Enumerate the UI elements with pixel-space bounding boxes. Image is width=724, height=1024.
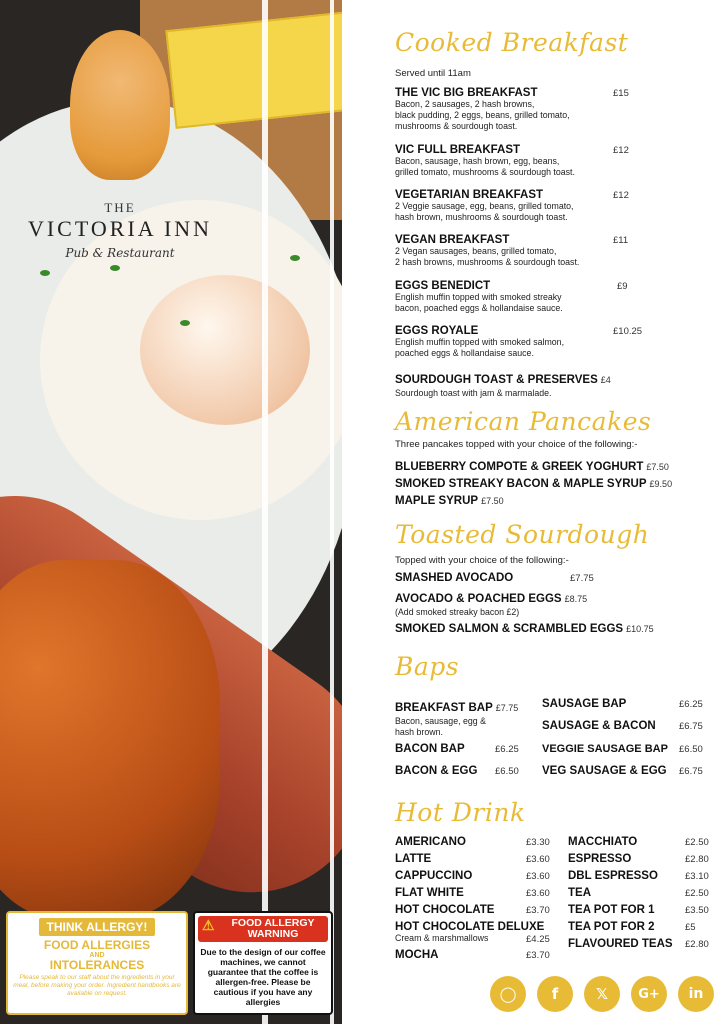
- item-price: £3.70: [526, 950, 550, 961]
- item-name: TEA: [568, 887, 591, 899]
- item-desc: 2 hash browns, mushrooms & sourdough toast.: [395, 257, 580, 267]
- logo-subtitle: Pub & Restaurant: [65, 246, 175, 260]
- item-name: TEA POT FOR 2: [568, 921, 655, 933]
- social-links: [490, 976, 714, 1012]
- item-name: BLUEBERRY COMPOTE & GREEK YOGHURT: [395, 461, 644, 473]
- item-desc: bacon, poached eggs & hollandaise sauce.: [395, 303, 563, 313]
- menu-item: [568, 921, 718, 933]
- item-price: £7.50: [481, 496, 504, 506]
- warning-banner: [198, 916, 328, 942]
- menu-item: [568, 853, 718, 865]
- item-desc: English muffin topped with smoked streaky: [395, 292, 562, 302]
- warning-title2: WARNING: [247, 928, 299, 940]
- item-desc: hash brown, mushrooms & sourdough toast.: [395, 212, 568, 222]
- item-price: £6.75: [679, 721, 703, 732]
- warning-triangle-icon: ⚠: [202, 917, 215, 933]
- allergy-header: THINK ALLERGY!: [39, 918, 156, 936]
- menu-item: [568, 870, 718, 882]
- menu-item: [395, 743, 535, 755]
- item-price: £4: [600, 375, 611, 385]
- item-price: £6.50: [495, 766, 519, 777]
- herb-garnish: [40, 270, 50, 276]
- allergy-small-text: Please speak to our staff about the ingredients in your meal, before making your order. Ingredient handbooks are available on request.: [13, 974, 181, 997]
- item-price: £7.75: [570, 573, 594, 584]
- menu-item: [395, 765, 535, 777]
- item-price: £10.25: [613, 326, 643, 337]
- item-name: EGGS ROYALE: [395, 325, 479, 337]
- egg-yolk-image: [140, 275, 310, 425]
- item-name: ESPRESSO: [568, 853, 632, 865]
- item-price: £15: [613, 88, 629, 99]
- menu-item: [568, 887, 718, 899]
- item-desc: Bacon, sausage, hash brown, egg, beans,: [395, 156, 560, 166]
- item-name: TEA POT FOR 1: [568, 904, 655, 916]
- item-price: £12: [613, 190, 629, 201]
- item-name: SAUSAGE & BACON: [542, 720, 656, 732]
- warning-title1: FOOD ALLERGY: [231, 917, 315, 929]
- herb-garnish: [180, 320, 190, 326]
- item-price: £6.25: [495, 744, 519, 755]
- sourdough-note: Topped with your choice of the following:-: [395, 555, 569, 566]
- menu-item: [395, 698, 535, 738]
- item-price: £8.75: [564, 594, 588, 604]
- item-desc: 2 Veggie sausage, egg, beans, grilled tomato,: [395, 201, 574, 211]
- item-price: £5: [685, 922, 696, 933]
- item-price: £2.50: [685, 837, 709, 848]
- menu-item: [542, 743, 712, 755]
- menu-item: [542, 698, 712, 710]
- facebook-icon[interactable]: f: [537, 976, 573, 1012]
- menu-item: [395, 572, 715, 584]
- item-price: £3.60: [526, 854, 550, 865]
- menu-item: [395, 904, 555, 916]
- item-name: VEGGIE SAUSAGE BAP: [542, 743, 668, 755]
- item-price: £3.30: [526, 837, 550, 848]
- item-name: HOT CHOCOLATE: [395, 904, 495, 916]
- brush-streak: [330, 0, 334, 1024]
- section-title-cooked: Cooked Breakfast: [395, 28, 629, 57]
- menu-item: [395, 474, 715, 492]
- item-price: £11: [613, 235, 629, 246]
- item-price: £6.75: [679, 766, 703, 777]
- item-desc: 2 Vegan sausages, beans, grilled tomato,: [395, 246, 557, 256]
- menu-item: [395, 370, 715, 399]
- section-title-sourdough: Toasted Sourdough: [395, 520, 650, 549]
- item-price: £2.80: [685, 854, 709, 865]
- item-name: SMOKED STREAKY BACON & MAPLE SYRUP: [395, 478, 647, 490]
- item-desc: hash brown.: [395, 727, 443, 737]
- allergy-notice: [6, 911, 188, 1015]
- item-desc: Sourdough toast with jam & marmalade.: [395, 388, 552, 398]
- item-name: EGGS BENEDICT: [395, 280, 491, 292]
- menu-item: [395, 870, 555, 882]
- item-price: £12: [613, 145, 629, 156]
- item-price: £3.60: [526, 888, 550, 899]
- item-price: £4.25: [526, 934, 550, 945]
- beans-image: [0, 560, 220, 920]
- item-name: BREAKFAST BAP: [395, 702, 493, 714]
- logo-name: VICTORIA INN: [27, 216, 213, 241]
- instagram-icon[interactable]: ◯: [490, 976, 526, 1012]
- item-name: CAPPUCCINO: [395, 870, 473, 882]
- google-plus-icon[interactable]: G+: [631, 976, 667, 1012]
- menu-item: [395, 853, 555, 865]
- linkedin-icon[interactable]: in: [678, 976, 714, 1012]
- menu-item: [395, 589, 715, 618]
- item-name: FLAT WHITE: [395, 887, 464, 899]
- item-name: AMERICANO: [395, 836, 466, 848]
- section-title-pancakes: American Pancakes: [395, 407, 652, 436]
- item-name: DBL ESPRESSO: [568, 870, 658, 882]
- herb-garnish: [110, 265, 120, 271]
- item-name: BACON & EGG: [395, 765, 478, 777]
- menu-item: [395, 280, 715, 314]
- item-price: £9: [617, 281, 628, 292]
- item-name: MOCHA: [395, 949, 439, 961]
- item-name: HOT CHOCOLATE DELUXE: [395, 921, 545, 933]
- item-price: £3.10: [685, 871, 709, 882]
- victoria-inn-logo: [20, 30, 220, 260]
- item-name: FLAVOURED TEAS: [568, 938, 673, 950]
- menu-item: [395, 87, 715, 132]
- item-price: £7.75: [495, 703, 519, 713]
- item-name: SAUSAGE BAP: [542, 698, 627, 710]
- item-desc: Cream & marshmallows: [395, 933, 489, 943]
- menu-item: [568, 938, 718, 950]
- menu-item: [395, 921, 565, 944]
- item-name: SMOKED SALMON & SCRAMBLED EGGS: [395, 623, 624, 635]
- section-title-baps: Baps: [395, 652, 460, 681]
- item-desc: English muffin topped with smoked salmon,: [395, 337, 565, 347]
- menu-item: [395, 949, 555, 961]
- item-desc: poached eggs & hollandaise sauce.: [395, 348, 534, 358]
- brush-streak: [262, 0, 268, 1024]
- logo-the: THE: [104, 200, 136, 215]
- item-desc: (Add smoked streaky bacon £2): [395, 607, 520, 617]
- item-price: £3.70: [526, 905, 550, 916]
- item-name: SMASHED AVOCADO: [395, 572, 514, 584]
- menu-item: [568, 904, 718, 916]
- item-price: £3.60: [526, 871, 550, 882]
- portrait-icon: [70, 30, 170, 180]
- item-price: £9.50: [649, 479, 673, 489]
- item-price: £6.25: [679, 699, 703, 710]
- item-desc: Bacon, sausage, egg &: [395, 716, 486, 726]
- x-icon[interactable]: 𝕏: [584, 976, 620, 1012]
- section-title-drinks: Hot Drink: [395, 798, 526, 827]
- menu-item: [395, 491, 715, 509]
- item-price: £3.50: [685, 905, 709, 916]
- item-price: £10.75: [626, 624, 654, 634]
- menu-item: [395, 836, 555, 848]
- item-name: THE VIC BIG BREAKFAST: [395, 87, 538, 99]
- item-name: SOURDOUGH TOAST & PRESERVES: [395, 374, 598, 386]
- item-name: BACON BAP: [395, 743, 465, 755]
- pancakes-note: Three pancakes topped with your choice of the following:-: [395, 439, 638, 450]
- menu-item: [542, 765, 712, 777]
- menu-item: [395, 189, 715, 223]
- food-allergy-warning: [193, 911, 333, 1015]
- menu-item: [395, 457, 715, 475]
- brush-edge: [342, 0, 372, 1024]
- item-name: VEGAN BREAKFAST: [395, 234, 510, 246]
- menu-item: [395, 619, 715, 637]
- cooked-note: Served until 11am: [395, 68, 471, 79]
- allergy-line2: INTOLERANCES: [49, 958, 145, 972]
- menu-item: [395, 325, 715, 359]
- menu-item: [395, 144, 715, 178]
- item-name: MACCHIATO: [568, 836, 638, 848]
- item-name: VIC FULL BREAKFAST: [395, 144, 521, 156]
- item-name: VEGETARIAN BREAKFAST: [395, 189, 544, 201]
- item-desc: mushrooms & sourdough toast.: [395, 121, 518, 131]
- allergy-line1: FOOD ALLERGIES: [43, 938, 151, 952]
- item-price: £2.80: [685, 939, 709, 950]
- item-name: MAPLE SYRUP: [395, 495, 479, 507]
- allergy-and: AND: [89, 952, 105, 959]
- menu-item: [542, 720, 712, 732]
- item-desc: black pudding, 2 eggs, beans, grilled tomato,: [395, 110, 570, 120]
- herb-garnish: [290, 255, 300, 261]
- item-desc: Bacon, 2 sausages, 2 hash browns,: [395, 99, 535, 109]
- warning-body: Due to the design of our coffee machines, we cannot guarantee that the coffee is allergen-free. Please be cautious if you have any allergies: [200, 947, 326, 1007]
- menu-item: [395, 887, 555, 899]
- item-desc: grilled tomato, mushrooms & sourdough toast.: [395, 167, 575, 177]
- menu-item: [395, 234, 715, 268]
- item-name: LATTE: [395, 853, 432, 865]
- menu-item: [568, 836, 718, 848]
- item-name: AVOCADO & POACHED EGGS: [395, 593, 562, 605]
- item-name: VEG SAUSAGE & EGG: [542, 765, 667, 777]
- item-price: £7.50: [646, 462, 669, 472]
- item-price: £2.50: [685, 888, 709, 899]
- item-price: £6.50: [679, 744, 703, 755]
